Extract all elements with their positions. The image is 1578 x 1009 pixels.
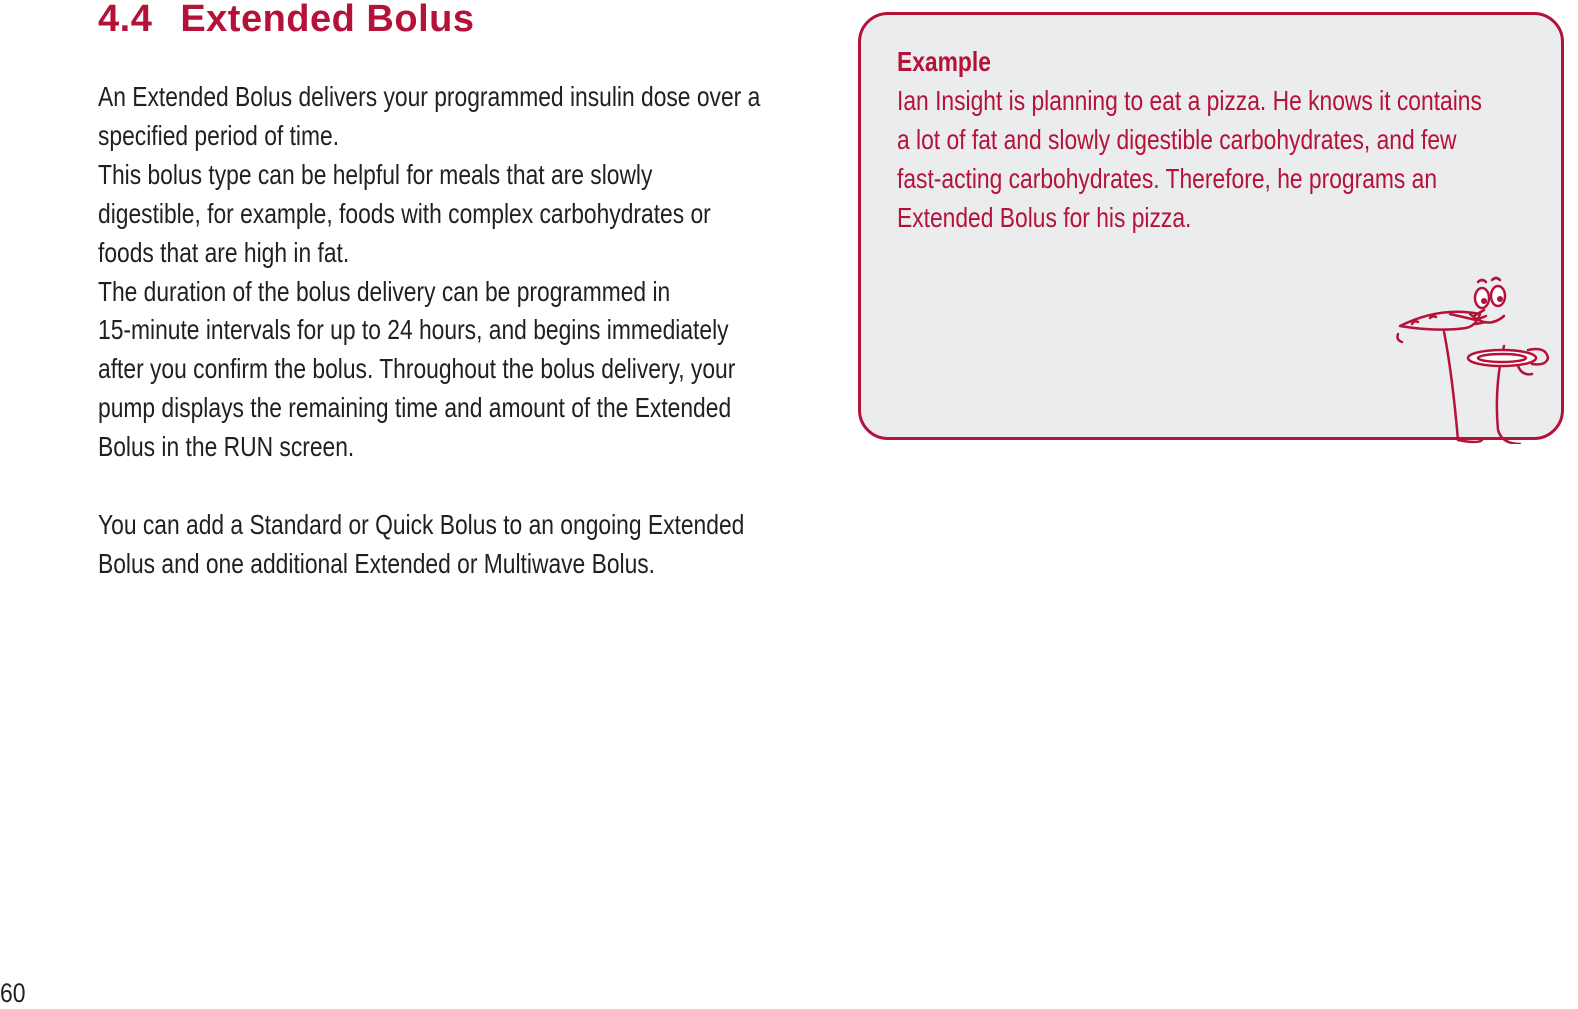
section-title: Extended Bolus	[180, 0, 475, 40]
example-content	[897, 43, 1482, 238]
example-line: Extended Bolus for his pizza.	[897, 201, 1192, 233]
page-number: 60	[0, 978, 26, 1008]
body-line: The duration of the bolus delivery can be programmed in	[98, 275, 671, 307]
body-line: foods that are high in fat.	[98, 236, 350, 268]
paragraph-gap	[98, 467, 818, 506]
example-line: a lot of fat and slowly digestible carbohydrates, and few	[897, 123, 1457, 155]
body-line: pump displays the remaining time and amount of the Extended	[98, 392, 732, 424]
body-line: You can add a Standard or Quick Bolus to an ongoing Extended	[98, 508, 745, 540]
body-text	[98, 78, 761, 584]
section-number: 4.4	[98, 0, 153, 40]
example-line: Ian Insight is planning to eat a pizza. He knows it contains	[897, 84, 1482, 116]
body-line: digestible, for example, foods with complex carbohydrates or	[98, 197, 711, 229]
body-line: An Extended Bolus delivers your programmed insulin dose over a	[98, 81, 761, 112]
example-line: fast-acting carbohydrates. Therefore, he programs an	[897, 162, 1438, 194]
mascot-eating-pizza-icon	[1390, 270, 1566, 444]
body-line: This bolus type can be helpful for meals that are slowly	[98, 158, 653, 190]
body-line: after you confirm the bolus. Throughout the bolus delivery, your	[98, 353, 736, 385]
body-line: specified period of time.	[98, 119, 340, 151]
body-line: Bolus and one additional Extended or Multiwave Bolus.	[98, 547, 656, 579]
example-title: Example	[897, 46, 991, 77]
body-line: 15-minute intervals for up to 24 hours, and begins immediately	[98, 314, 729, 346]
body-line: Bolus in the RUN screen.	[98, 431, 355, 463]
section-heading	[98, 0, 474, 41]
